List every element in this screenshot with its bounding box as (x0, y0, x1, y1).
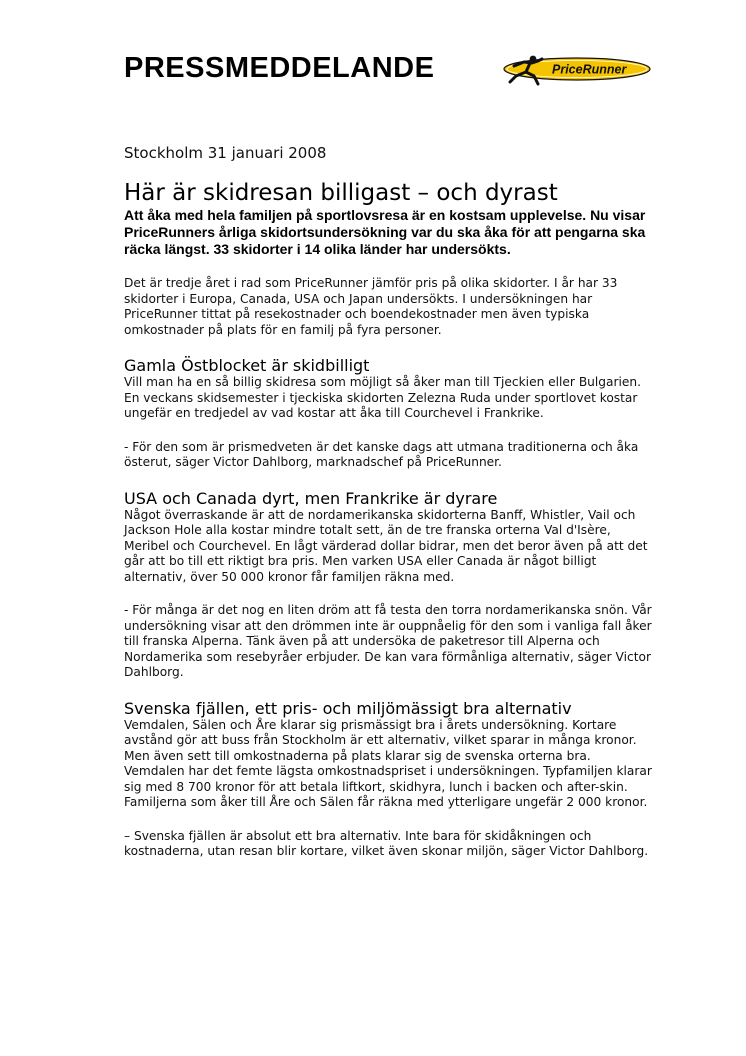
svg-text:PriceRunner: PriceRunner (552, 62, 627, 77)
pricerunner-logo (502, 52, 652, 86)
section-quote: - För många är det nog en liten dröm att få testa den torra nordamerikanska snön. Vår undersökning visar att den drömmen inte är ouppnåelig för den som i vanliga fall åker till franska Alperna. Tänk även på att undersöka de paketresor till Alperna och Nordamerika som resebyråer erbjuder. De kan vara förmånliga alternativ, säger Victor Dahlborg. (124, 603, 652, 679)
dateline: Stockholm 31 januari 2008 (124, 144, 327, 162)
article (124, 143, 654, 878)
section-quote: – Svenska fjällen är absolut ett bra alternativ. Inte bara för skidåkningen och kostnaderna, utan resan blir kortare, vilket även skonar miljön, säger Victor Dahlborg. (124, 828, 649, 858)
section-paragraph: Vill man ha en så billig skidresa som möjligt så åker man till Tjeckien eller Bulgarien. En veckans skidsemester i tjeckiska skidorten Zelezna Ruda under sportlovet kostar ungefär en tredjedel av vad kostar att åka till Courchevel i Frankrike. (124, 375, 641, 420)
section-heading: Svenska fjällen, ett pris- och miljömässigt bra alternativ (124, 698, 572, 718)
section-heading: Gamla Östblocket är skidbilligt (124, 356, 370, 375)
runner-logo-icon (502, 52, 652, 86)
section-heading: USA och Canada dyrt, men Frankrike är dyrare (124, 488, 498, 508)
section-paragraph: Vemdalen, Sälen och Åre klarar sig prismässigt bra i årets undersökning. Kortare avstånd gör att buss från Stockholm är ett alternativ, vilket sparar in många kronor. Men även sett till omkostnaderna på plats klarar sig de svenska orterna bra. Vemdalen har det femte lägsta omkostnadspriset i undersökningen. Typfamiljen klarar sig med 8 700 kronor för att betala liftkort, skidhyra, lunch i backen och after-skin. Familjerna som åker till Åre och Sälen får räkna med ytterligare ungefär 2 000 kronor. (124, 717, 652, 809)
section-quote: - För den som är prismedveten är det kanske dags att utmana traditionerna och åka österut, säger Victor Dahlborg, marknadschef på PriceRunner. (124, 439, 639, 469)
press-release-heading: PRESSMEDDELANDE (124, 52, 435, 84)
intro-paragraph: Det är tredje året i rad som PriceRunner jämför pris på olika skidorter. I år har 33 skidorter i Europa, Canada, USA och Japan undersökts. I undersökningen har PriceRunner tittat på resekostnader och boendekostnader men även typiska omkostnader på plats för en familj på fyra personer. (124, 276, 618, 337)
section-paragraph: Något överraskande är att de nordamerikanska skidorterna Banff, Whistler, Vail och Jackson Hole alla kostar mindre totalt sett, än de tre franska orterna Val d'Isère, Meribel och Courchevel. En lågt värderad dollar bidrar, men det beror även på att det går att bo till ett riktigt bra pris. Men varken USA eller Canada är något billigt alternativ, över 50 000 kronor får familjen räkna med. (124, 507, 648, 584)
page-header (124, 50, 654, 90)
lead-paragraph: Att åka med hela familjen på sportlovsresa är en kostsam upplevelse. Nu visar PriceRunners årliga skidortsundersökning var du ska åka för att pengarna ska räcka längst. 33 skidorter i 14 olika länder har undersökts. (124, 207, 646, 257)
article-title: Här är skidresan billigast – och dyrast (124, 180, 558, 206)
